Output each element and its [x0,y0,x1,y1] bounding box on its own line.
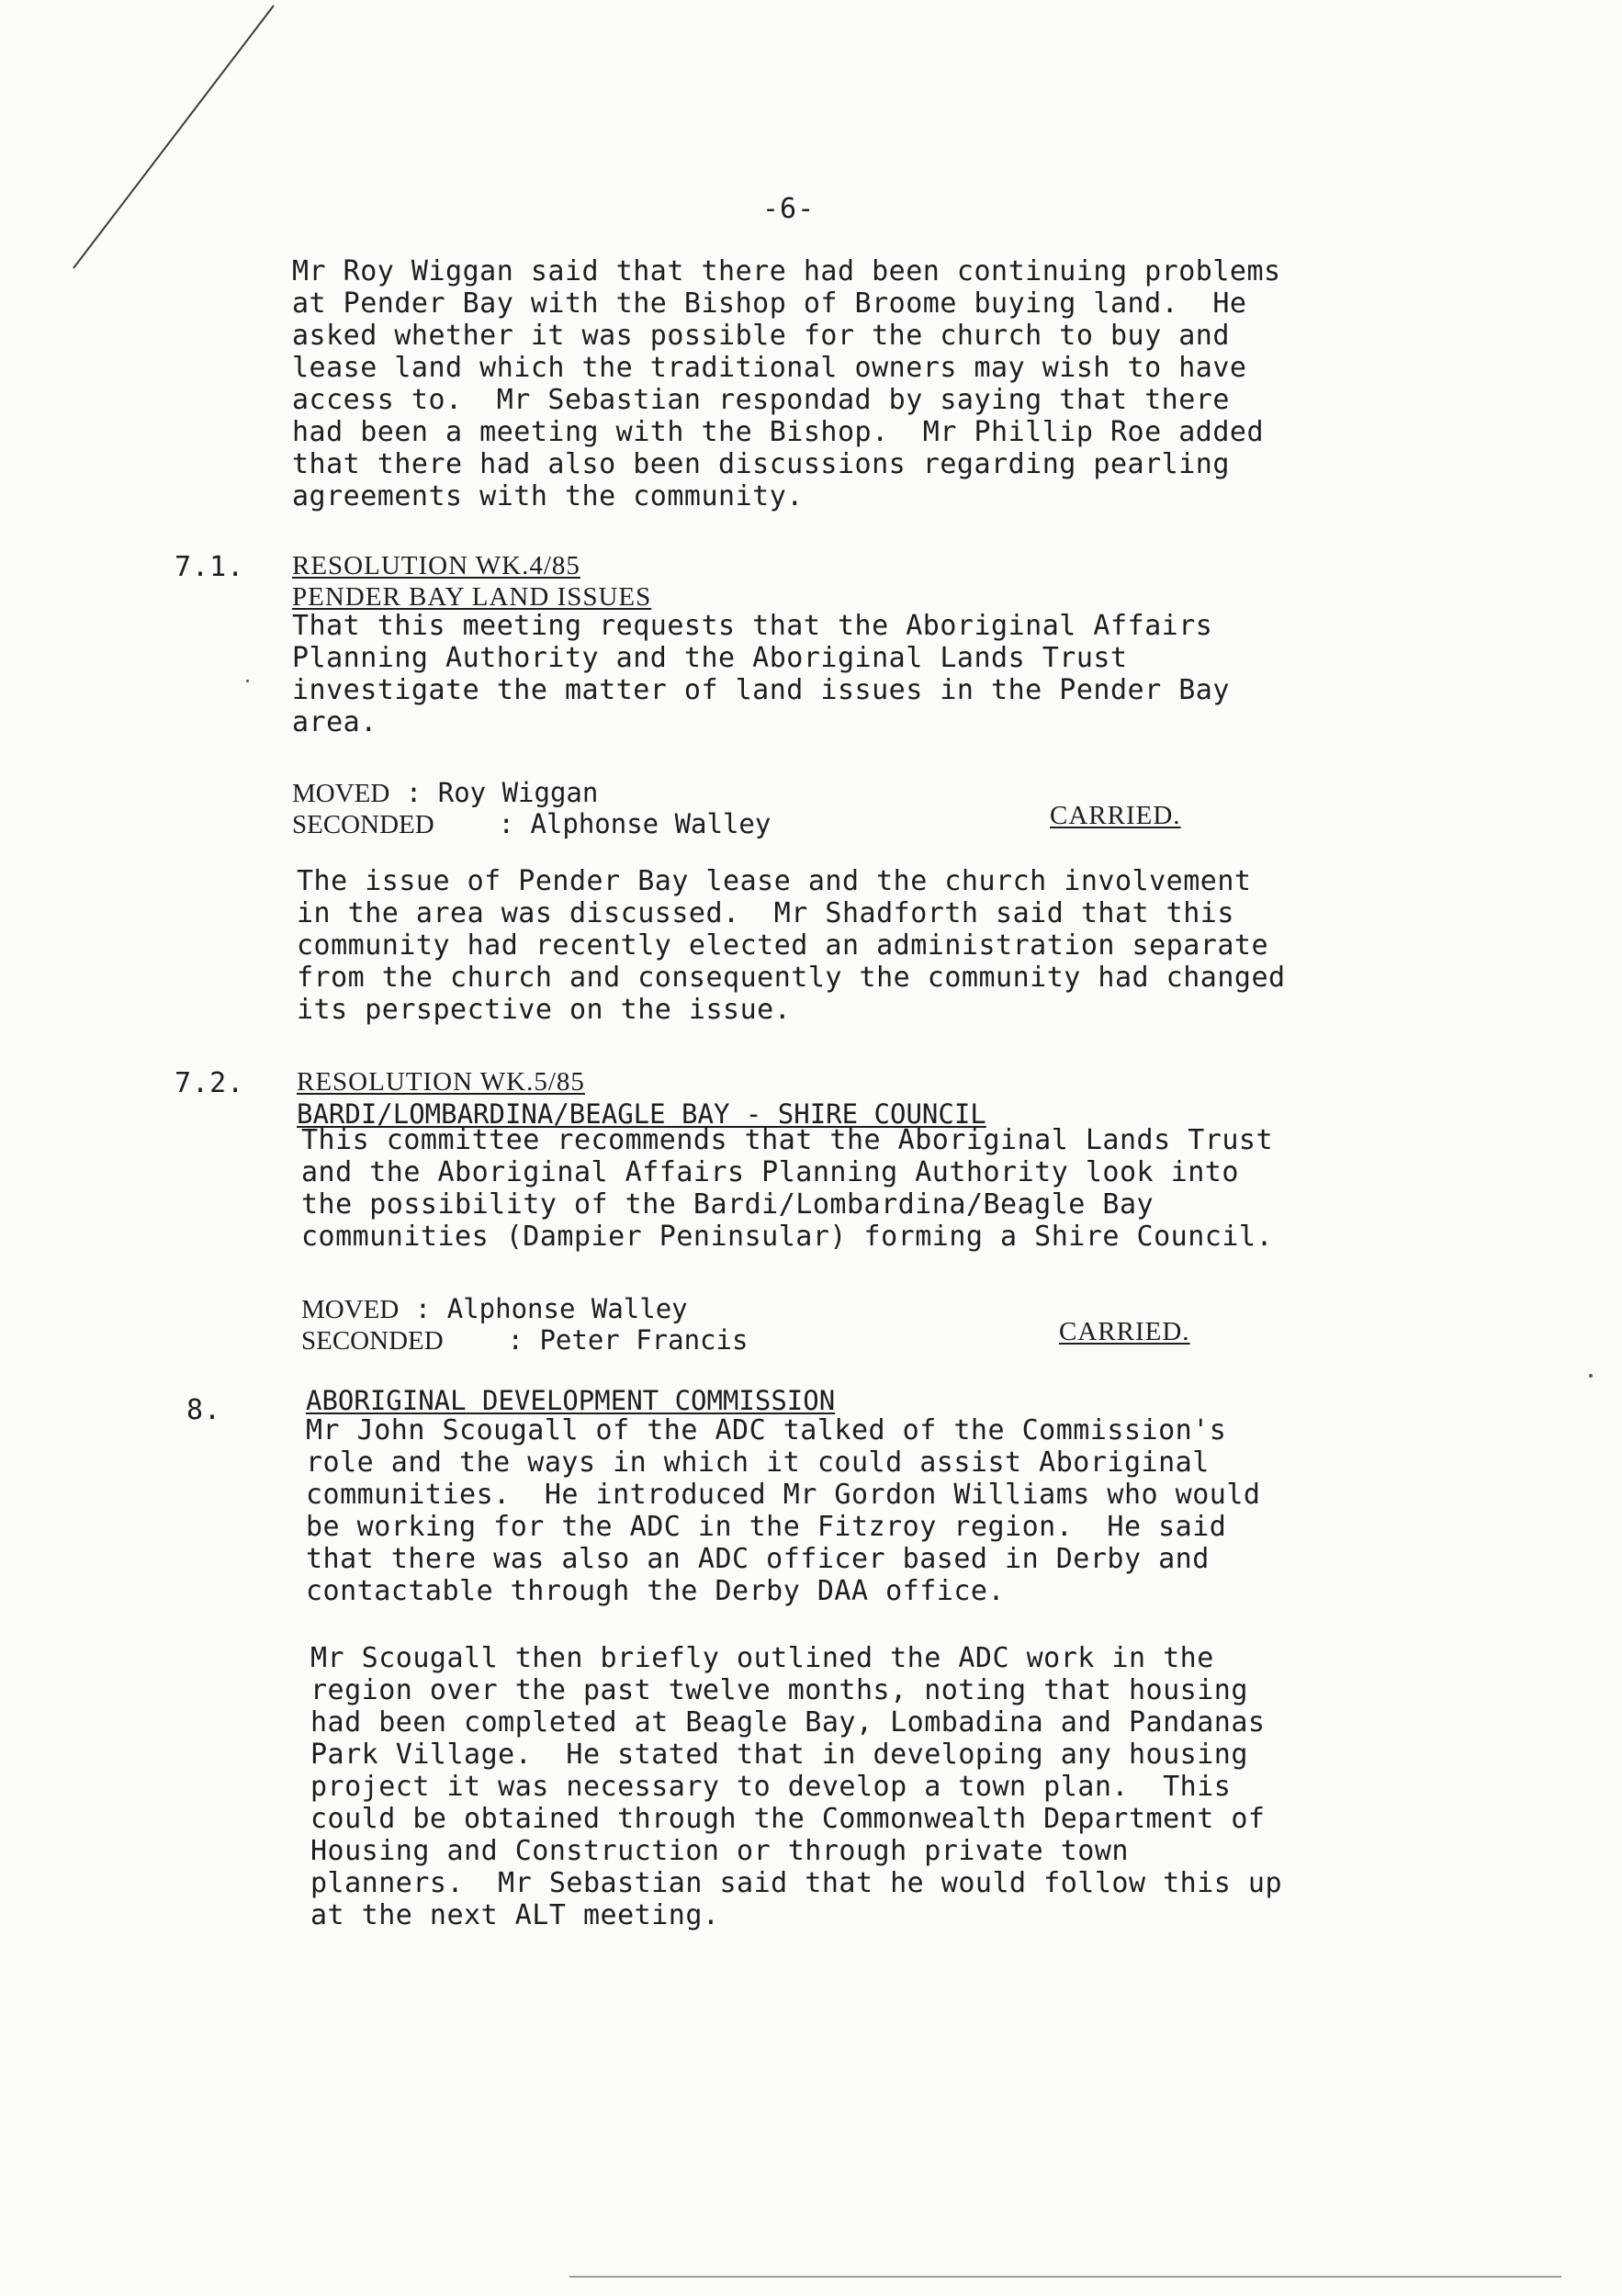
seconded-label: SECONDED [292,810,434,839]
item-number-7-1: 7.1. [175,551,245,583]
seconded-name: Peter Francis [539,1324,749,1356]
seconded-name: Alphonse Walley [530,808,772,839]
resolution-heading-7-1: RESOLUTION WK.4/85 [292,551,580,580]
moved-name: Roy Wiggan [437,777,599,808]
page-number: -6- [762,193,816,225]
section-title-8: ABORIGINAL DEVELOPMENT COMMISSION [306,1385,836,1416]
resolution-body-7-2: This committee recommends that the Aboriginal Lands Trust and the Aboriginal Affairs Planning Authority look into the possibility of the Bardi/Lombardina/Beagle Bay communities (Dampier Peninsular) forming a Shire Council. [301,1124,1274,1253]
footer-rule [569,2276,1561,2278]
moved-name: Alphonse Walley [446,1293,688,1324]
carried-status-7-1: CARRIED. [1050,801,1181,830]
seconded-separator: : [434,808,531,839]
section-body-8-continued: Mr Scougall then briefly outlined the ADC work in the region over the past twelve months, noting that housing had been completed at Beagle Bay, Lombadina and Pandanas Park Village. He stated that in developing any housing project it was necessary to develop a town plan. This could be obtained through the Commonwealth Department of Housing and Construction or through private town planners. Mr Sebastian said that he would follow this up at the next ALT meeting. [310,1642,1283,1931]
seconded-label: SECONDED [301,1326,444,1356]
resolution-heading-7-2: RESOLUTION WK.5/85 [297,1067,585,1097]
moved-separator: : [399,1293,447,1324]
seconded-separator: : [443,1324,540,1356]
resolution-body-7-1: That this meeting requests that the Aboriginal Affairs Planning Authority and the Aboriginal Lands Trust investigate the matter of land issues in the Pender Bay area. [292,610,1230,738]
moved-label: MOVED [301,1295,400,1324]
seconded-line-7-1 [292,808,771,840]
resolution-title-7-2: BARDI/LOMBARDINA/BEAGLE BAY - SHIRE COUNCIL [297,1098,986,1130]
resolution-title-7-1: PENDER BAY LAND ISSUES [292,582,652,612]
stray-mark [1589,1374,1593,1378]
item-number-7-2: 7.2. [175,1067,245,1099]
stray-mark [246,680,249,682]
item-number-8: 8. [186,1394,222,1426]
moved-label: MOVED [292,779,390,808]
moved-line-7-2 [301,1293,688,1325]
intro-paragraph: Mr Roy Wiggan said that there had been continuing problems at Pender Bay with the Bishop of Broome buying land. He asked whether it was possible for the church to buy and lease land which the traditional owners may wish to have access to. Mr Sebastian respondad by saying that there had been a meeting with the Bishop. Mr Phillip Roe added that there had also been discussions regarding pearling agreements with the community. [292,255,1281,512]
section-body-8: Mr John Scougall of the ADC talked of the Commission's role and the ways in which it could assist Aboriginal communities. He introduced Mr Gordon Williams who would be working for the ADC in the Fitzroy region. He said that there was also an ADC officer based in Derby and contactable through the Derby DAA office. [306,1414,1261,1607]
carried-status-7-2: CARRIED. [1059,1317,1190,1346]
moved-line-7-1 [292,777,598,809]
seconded-line-7-2 [301,1324,748,1356]
discussion-paragraph-7-1: The issue of Pender Bay lease and the church involvement in the area was discussed. Mr Shadforth said that this community had recently elected an administration separate from the church and consequently the community had changed its perspective on the issue. [297,865,1286,1026]
moved-separator: : [389,777,438,808]
pen-stroke-mark [0,0,294,294]
